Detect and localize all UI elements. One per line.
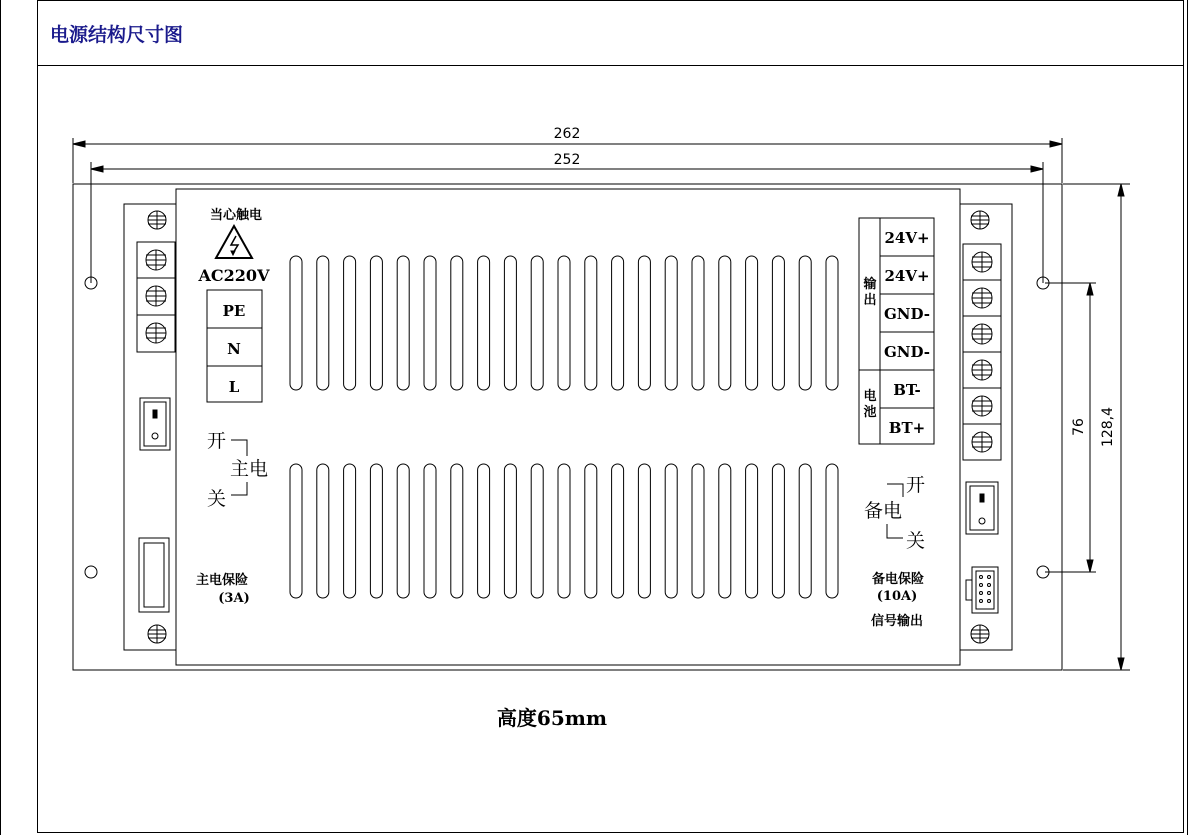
vent-slot [799,256,811,390]
vent-slot [772,256,784,390]
mount-height-label: 76 [1071,418,1087,436]
vent-slot [478,464,490,598]
body-height-note: 高度65mm [496,706,608,730]
backup-switch-legend [864,474,925,552]
screw-icon [971,625,989,643]
main-fuse-label: 主电保险 [195,573,249,588]
vent-slot [478,256,490,390]
left-terminal-block [137,242,175,352]
vent-slot [317,256,329,390]
vent-slot [424,256,436,390]
vent-slot [665,256,677,390]
vent-slot [397,256,409,390]
main-fuse-holder-icon [139,538,169,612]
overall-height-label: 128,4 [1100,406,1116,448]
screw-icon [148,625,166,643]
page-title: 电源结构尺寸图 [50,24,184,46]
vent-slot [531,464,543,598]
mount-hole-icon [85,566,97,578]
vent-slot [826,464,838,598]
main-fuse-rating: (3A) [218,591,250,606]
terminal-screw-icon [146,250,166,270]
vent-slot [585,464,597,598]
vent-slot [397,464,409,598]
shock-warning-label: 当心触电 [209,208,263,223]
terminal-label-n: N [227,340,241,358]
vent-slot [746,256,758,390]
vent-slot [451,464,463,598]
vent-slot [772,464,784,598]
backup-fuse-rating: (10A) [876,589,918,604]
vent-slot [558,256,570,390]
vent-slot [344,464,356,598]
vent-slot [504,464,516,598]
backup-switch-on-label: 开 [906,474,926,496]
terminal-screw-icon [146,286,166,306]
terminal-screw-icon [972,252,992,272]
backup-switch-name-label: 备电 [864,500,903,522]
vent-slot [558,464,570,598]
vent-slot [531,256,543,390]
vent-slot [692,256,704,390]
vent-slot [826,256,838,390]
terminal-screw-icon [972,288,992,308]
vent-slot [370,464,382,598]
vent-slot [370,256,382,390]
vent-slot [451,256,463,390]
input-voltage-label: AC220V [198,266,270,285]
terminal-label-l: L [228,378,240,396]
vent-slot [290,256,302,390]
terminal-screw-icon [972,396,992,416]
main-switch-off-label: 关 [207,488,227,510]
terminal-screw-icon [972,324,992,344]
battery-terminal-bt-plus: BT+ [888,419,926,437]
vent-slot [719,464,731,598]
battery-terminal-bt-minus: BT- [893,381,921,399]
vent-slot [585,256,597,390]
main-switch-legend [207,430,268,510]
overall-width-label: 262 [553,126,581,142]
vent-slot [638,256,650,390]
vent-slot [799,464,811,598]
screw-icon [148,211,166,229]
main-cover [176,189,960,665]
output-group-label: 输出 [863,277,877,308]
main-switch-name-label: 主电 [230,458,269,480]
vent-slot [612,464,624,598]
terminal-label-pe: PE [222,302,246,320]
vent-slot [317,464,329,598]
terminal-screw-icon [972,432,992,452]
vent-slot [290,464,302,598]
terminal-screw-icon [146,323,166,343]
vent-slot [719,256,731,390]
output-terminal-gnd-1: GND- [883,305,931,323]
vent-slot [665,464,677,598]
battery-group-label: 电池 [863,389,877,420]
vent-slot [746,464,758,598]
signal-connector-icon [966,567,998,613]
vent-slot [692,464,704,598]
output-terminal-24v-1: 24V+ [884,229,930,247]
mount-width-label: 252 [553,152,581,168]
vent-slots [290,256,838,598]
vent-slot [612,256,624,390]
backup-switch-off-label: 关 [906,530,926,552]
vent-slot [638,464,650,598]
output-terminal-24v-2: 24V+ [884,267,930,285]
backup-power-switch-icon [966,482,998,534]
vent-slot [424,464,436,598]
backup-fuse-label: 备电保险 [871,572,925,587]
dimension-mount-height [1045,283,1096,572]
screw-icon [971,211,989,229]
vent-slot [504,256,516,390]
input-terminal-table [207,290,262,402]
main-switch-on-label: 开 [207,430,227,452]
signal-output-label: 信号输出 [870,614,924,629]
vent-slot [344,256,356,390]
output-terminal-table [859,218,934,444]
left-side-rail [124,204,176,650]
terminal-screw-icon [972,360,992,380]
high-voltage-icon [216,226,252,258]
right-terminal-block [963,244,1001,460]
output-terminal-gnd-2: GND- [883,343,931,361]
main-power-switch-icon [140,398,170,450]
